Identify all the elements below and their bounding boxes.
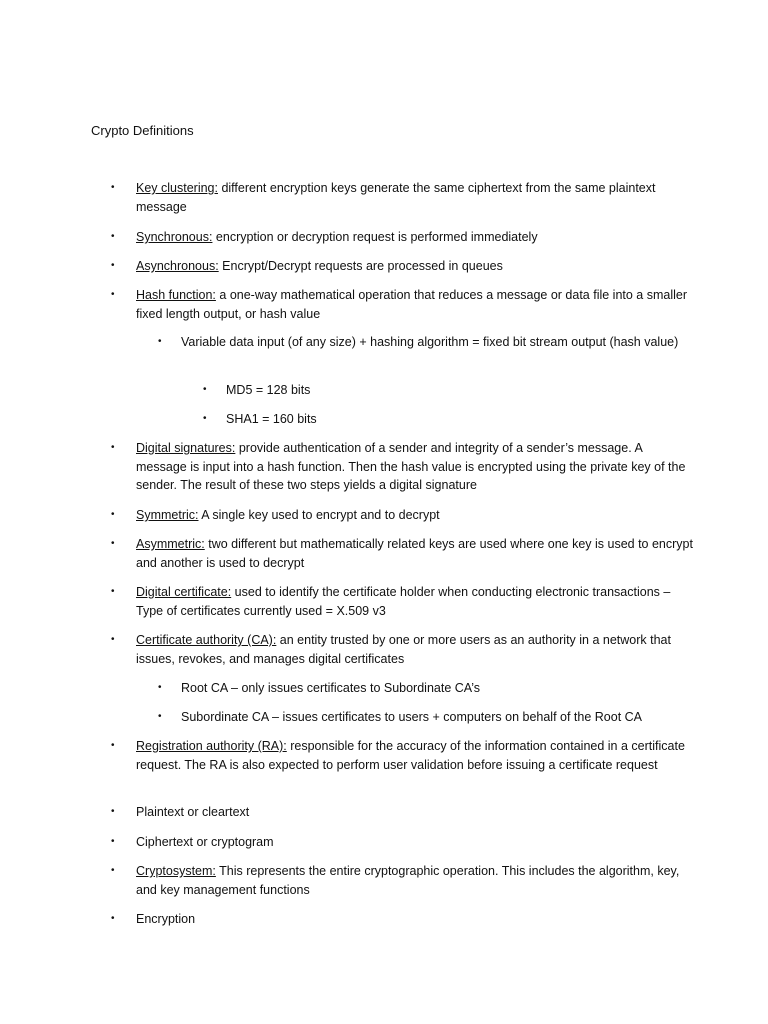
definition-item-registration-authority [136,737,696,774]
definition-text: an entity trusted by one or more users as an authority in a network that issues, revokes, and manages digital certificates [136,633,671,666]
bullet-icon: • [158,711,162,722]
bullet-icon: • [111,289,115,300]
definition-text: Subordinate CA – issues certificates to users + computers on behalf of the Root CA [181,710,643,724]
sub-item-variable-data [181,333,696,352]
definition-item-digital-certificate [136,583,696,620]
definition-text: This represents the entire cryptographic operation. This includes the algorithm, key, and key management functions [136,864,680,897]
definition-item-symmetric [136,506,696,525]
definition-term: Digital certificate: [136,585,232,599]
definition-term: Symmetric: [136,508,199,522]
definition-term: Registration authority (RA): [136,739,287,753]
definition-text: a one-way mathematical operation that reduces a message or data file into a smaller fixed length output, or hash value [136,288,688,321]
definition-term: Certificate authority (CA): [136,633,277,647]
definition-item-cryptosystem [136,862,696,899]
bullet-icon: • [111,586,115,597]
definition-term: Hash function: [136,288,216,302]
definition-text: A single key used to encrypt and to decrypt [198,508,440,522]
definition-term: Synchronous: [136,230,213,244]
definition-text: responsible for the accuracy of the information contained in a certificate request. The RA is also expected to perform user validation before issuing a certificate request [136,739,685,772]
definition-text: MD5 = 128 bits [226,383,311,397]
definition-item-plaintext [136,803,696,822]
sub-item-sha1 [226,410,686,429]
definition-text: Plaintext or cleartext [136,805,250,819]
definition-item-certificate-authority [136,631,696,668]
definition-item-key-clustering [136,179,696,216]
bullet-icon: • [111,538,115,549]
bullet-icon: • [111,182,115,193]
bullet-icon: • [111,231,115,242]
definition-text: provide authentication of a sender and integrity of a sender’s message. A message is input into a hash function. Then the hash value is encrypted using the private key of the sender. The result of these two steps yields a digital signature [136,441,686,492]
definition-item-synchronous [136,228,696,247]
bullet-icon: • [158,682,162,693]
definition-term: Digital signatures: [136,441,236,455]
definition-term: Key clustering: [136,181,218,195]
bullet-icon: • [203,384,207,395]
definition-text: two different but mathematically related keys are used where one key is used to encrypt and another is used to decrypt [136,537,693,570]
definition-item-digital-signatures [136,439,696,495]
definition-text: encryption or decryption request is performed immediately [212,230,538,244]
bullet-icon: • [111,260,115,271]
bullet-icon: • [111,509,115,520]
definition-item-asymmetric [136,535,696,572]
bullet-icon: • [111,442,115,453]
definition-term: Asynchronous: [136,259,219,273]
definition-text: different encryption keys generate the same ciphertext from the same plaintext message [136,181,656,214]
sub-item-subordinate-ca [181,708,696,727]
bullet-icon: • [158,336,162,347]
definition-text: Root CA – only issues certificates to Subordinate CA’s [181,681,480,695]
definition-term: Asymmetric: [136,537,205,551]
definition-item-asynchronous [136,257,696,276]
sub-item-root-ca [181,679,696,698]
bullet-icon: • [111,836,115,847]
bullet-icon: • [203,413,207,424]
bullet-icon: • [111,865,115,876]
page-title: Crypto Definitions [91,123,194,138]
definition-term: Cryptosystem: [136,864,216,878]
definition-text: Encryption [136,912,196,926]
bullet-icon: • [111,806,115,817]
definition-text: Variable data input (of any size) + hashing algorithm = fixed bit stream output (hash value) [181,335,679,349]
bullet-icon: • [111,913,115,924]
definition-text: SHA1 = 160 bits [226,412,317,426]
definition-item-encryption [136,910,696,929]
definition-text: Encrypt/Decrypt requests are processed in queues [218,259,503,273]
sub-item-md5 [226,381,686,400]
definition-item-ciphertext [136,833,696,852]
bullet-icon: • [111,740,115,751]
definition-text: Ciphertext or cryptogram [136,835,274,849]
definition-text: used to identify the certificate holder when conducting electronic transactions – Type of certificates currently used = X.509 v3 [136,585,671,618]
definition-item-hash-function [136,286,696,323]
bullet-icon: • [111,634,115,645]
